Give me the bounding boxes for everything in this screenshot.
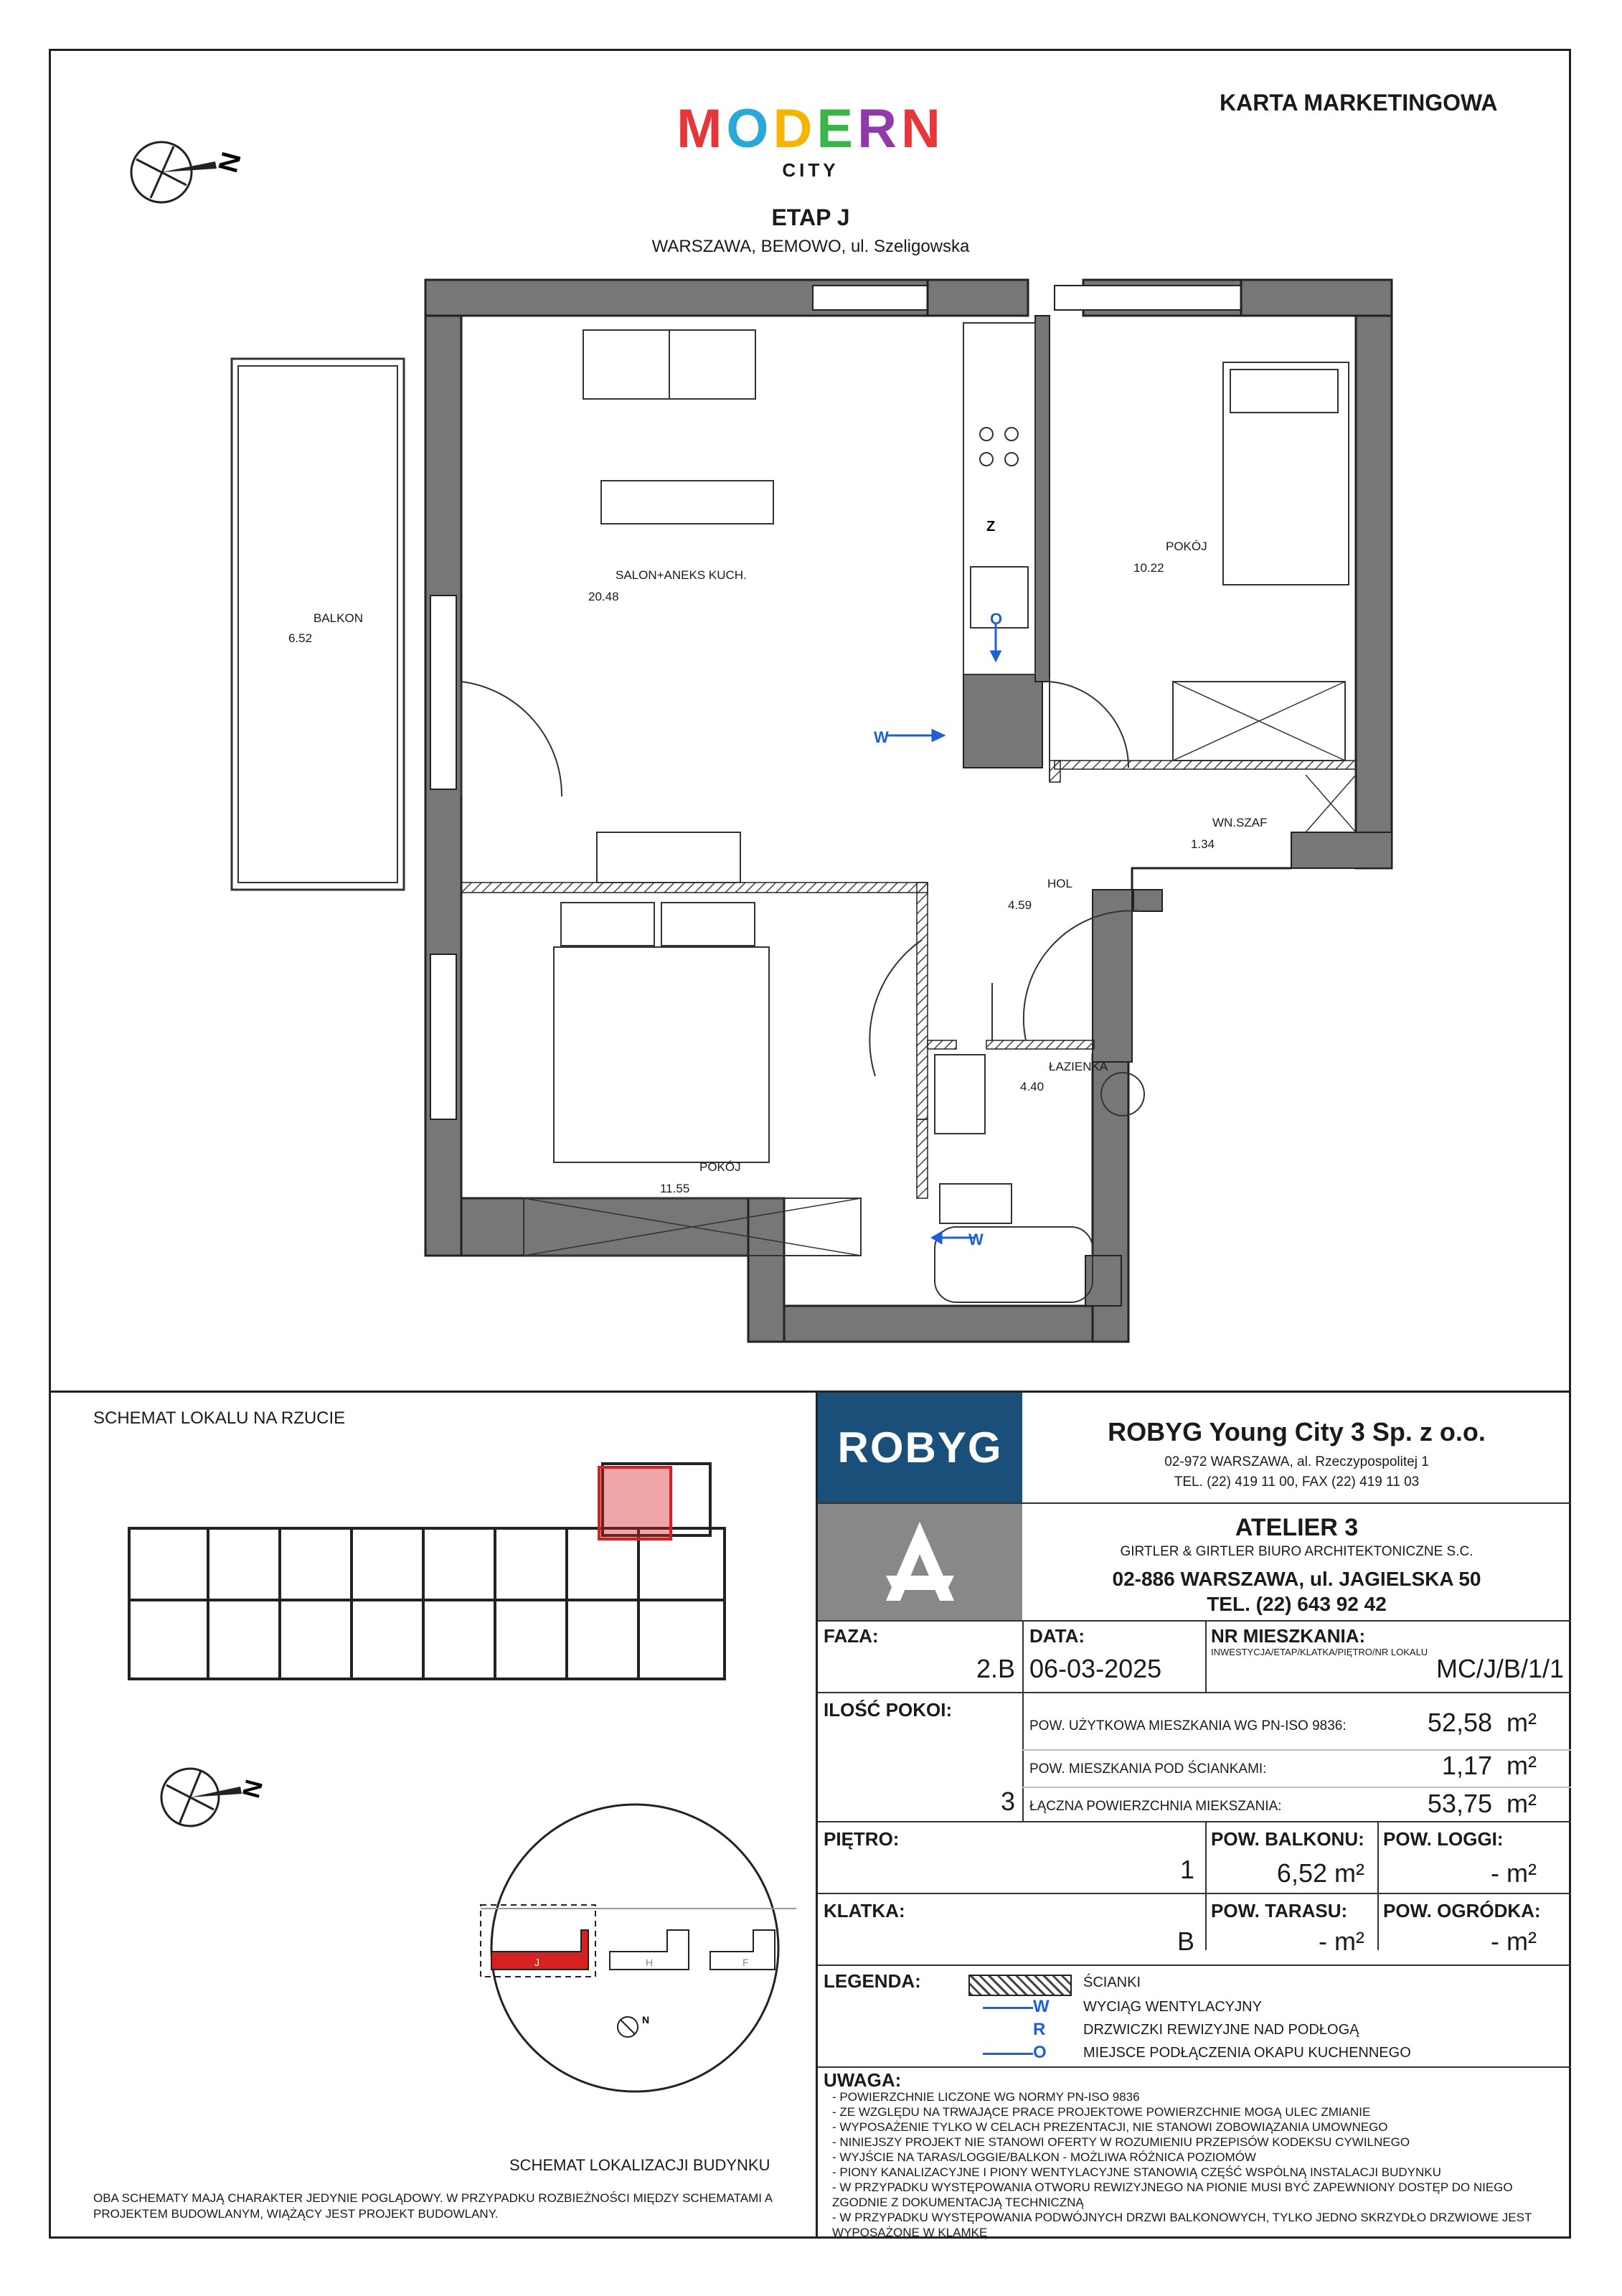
room-balkon-area: 6.52 [288,631,313,645]
taras-label: POW. TARASU: [1211,1900,1348,1921]
room-wnszaf-name: WN.SZAF [1212,816,1268,829]
legend-sym-r: R [1033,2020,1046,2039]
stage-title: ETAP J [771,204,850,230]
schema-disclaimer: OBA SCHEMATY MAJĄ CHARAKTER JEDYNIE POGLĄDOWY. W PRZYPADKU ROZBIEŻNOŚCI MIĘDZY SCHEMATAMI A PROJEKTEM BUDOWLANYM, WIĄŻĄCY JEST PROJEKT BUDOWLANY. [93,2191,773,2221]
svg-text:J: J [534,1957,539,1968]
room-hol-area: 4.59 [1008,898,1032,912]
hood-o: O [990,610,1003,628]
unit-3: m² [1507,1789,1537,1818]
balkon-value: 6,52 [1276,1858,1327,1888]
pow-sciank-value: 1,17 [1441,1751,1492,1780]
notes-title: UWAGA: [824,2069,902,2091]
location: WARSZAWA, BEMOWO, ul. Szeligowska [651,237,970,256]
balkon-label: POW. BALKONU: [1211,1828,1364,1850]
pokoi-label: ILOŚĆ POKOI: [824,1699,953,1721]
unit-2: m² [1507,1751,1537,1780]
north-arrow-icon [122,129,258,215]
legend-item-2: WYCIĄG WENTYLACYJNY [1083,1999,1262,2015]
unit-7: m² [1507,1926,1537,1956]
ogrodek-value: - [1491,1926,1499,1956]
note-item: - PIONY KANALIZACYJNE I PIONY WENTYLACYJNE STANOWIĄ CZĘŚĆ WSPÓLNĄ INSTALACJI BUDYNKU [832,2165,1441,2179]
floor-schema [122,1457,732,1715]
note-item: - ZE WZGLĘDU NA TRWAJĄCE PRACE PROJEKTOWE POWIERZCHNIE MOGĄ ULEC ZMIANIE [832,2105,1371,2119]
svg-text:N: N [642,2014,650,2026]
ogrodek-label: POW. OGRÓDKA: [1383,1900,1541,1921]
robyg-logo: ROBYG [818,1393,1022,1502]
room-pokoj1-name: POKÓJ [1166,540,1207,553]
pokoi-value: 3 [1000,1787,1015,1816]
klatka-label: KLATKA: [824,1900,905,1921]
legend-item-1: ŚCIANKI [1083,1975,1141,1990]
modern-city-logo: MODERN [676,98,945,159]
company-address: 02-972 WARSZAWA, al. Rzeczypospolitej 1 [1164,1454,1429,1469]
note-item: - NINIEJSZY PROJEKT NIE STANOWI OFERTY W ROZUMIENIU PRZEPISÓW KODEKSU CYWILNEGO [832,2135,1410,2149]
pow-sciank-label: POW. MIESZKANIA POD ŚCIANKAMI: [1029,1761,1267,1777]
room-pokoj2-area: 11.55 [660,1182,690,1195]
taras-value: - [1319,1926,1327,1956]
data-value: 06-03-2025 [1029,1654,1162,1683]
kitchen-z: Z [986,519,996,535]
pietro-value: 1 [1179,1855,1194,1884]
unit-1: m² [1507,1708,1537,1737]
card-title: KARTA MARKETINGOWA [1220,90,1498,116]
notes-list [832,2089,1550,2240]
svg-text:H: H [646,1957,654,1968]
room-salon-area: 20.48 [588,590,619,603]
data-label: DATA: [1029,1625,1085,1647]
room-salon-name: SALON+ANEKS KUCH. [616,568,747,582]
room-balkon-name: BALKON [313,611,363,625]
room-hol-name: HOL [1047,877,1072,890]
room-pokoj1-area: 10.22 [1133,561,1164,575]
architect-subtitle: GIRTLER & GIRTLER BIURO ARCHITEKTONICZNE S.C. [1120,1544,1474,1559]
atelier-logo-icon [818,1504,1022,1620]
room-wnszaf-area: 1.34 [1191,837,1215,851]
note-item: - WYPOSAŻENIE TYLKO W CELACH PREZENTACJI, NIE STANOWI ZOBOWIĄZANIA UMOWNEGO [832,2120,1388,2134]
double-bed [554,947,769,1162]
note-item: - WYJŚCIE NA TARAS/LOGGIE/BALKON - MOŻLIWA RÓŻNICA POZIOMÓW [832,2150,1256,2164]
faza-label: FAZA: [824,1625,879,1647]
pietro-label: PIĘTRO: [824,1828,900,1850]
faza-value: 2.B [976,1654,1015,1683]
klatka-value: B [1177,1926,1194,1956]
legend-hatch-icon [968,1975,1072,1996]
room-pokoj2-name: POKÓJ [699,1160,741,1174]
north-arrow-icon [151,1758,273,1837]
architect-address: 02-886 WARSZAWA, ul. JAGIELSKA 50 [1112,1568,1481,1590]
legend-item-4: MIEJSCE PODŁĄCZENIA OKAPU KUCHENNEGO [1083,2045,1411,2061]
room-lazienka-area: 4.40 [1020,1080,1045,1093]
room-lazienka-name: ŁAZIENKA [1049,1060,1108,1073]
compass-n: N [213,149,247,177]
building-schema [473,1787,803,2117]
legend-item-3: DRZWICZKI REWIZYJNE NAD PODŁOGĄ [1083,2022,1359,2038]
architect-name: ATELIER 3 [1235,1514,1359,1541]
unit-4: m² [1334,1858,1364,1888]
compass-n-2: N [237,1777,269,1802]
partition-wall [461,883,928,893]
legend-arrow-icon [983,2053,1033,2055]
pow-uzyt-value: 52,58 [1427,1708,1492,1737]
nr-label: NR MIESZKANIA: [1211,1625,1366,1647]
loggi-value: - [1491,1858,1499,1888]
note-item: - POWIERZCHNIE LICZONE WG NORMY PN-ISO 9836 [832,2090,1140,2104]
architect-phone: TEL. (22) 643 92 42 [1207,1593,1387,1615]
legend-sym-o: O [1033,2043,1047,2062]
company-name: ROBYG Young City 3 Sp. z o.o. [1108,1417,1486,1446]
legend-sym-w: W [1033,1997,1050,2016]
loggi-label: POW. LOGGI: [1383,1828,1504,1850]
floor-schema-title: SCHEMAT LOKALU NA RZUCIE [93,1408,346,1428]
pow-uzyt-label: POW. UŻYTKOWA MIESZKANIA WG PN-ISO 9836: [1029,1718,1347,1733]
shaft-kitchen [963,674,1042,768]
single-bed [1223,362,1349,585]
nr-value: MC/J/B/1/1 [1435,1654,1564,1683]
toilet [940,1184,1012,1223]
note-item: - W PRZYPADKU WYSTĘPOWANIA OTWORU REWIZYJNEGO NA PIONIE MUSI BYĆ ZAPEWNIONY DOSTĘP DO NIEGO ZGODNIE Z DOKUMENTACJĄ TECHNICZNĄ [832,2180,1513,2209]
logo-city: CITY [782,159,839,181]
pow-laczna-label: ŁĄCZNA POWIERZCHNIA MIEKSZANIA: [1029,1799,1282,1814]
unit-highlight [599,1467,671,1539]
building-schema-title: SCHEMAT LOKALIZACJI BUDYNKU [509,2156,770,2174]
note-item: - W PRZYPADKU WYSTĘPOWANIA PODWÓJNYCH DRZWI BALKONOWYCH, TYLKO JEDNO SKRZYDŁO DRZWIOWE JEST WYPOSAŻONE W KLAMKĘ [832,2211,1532,2239]
nr-sub: INWESTYCJA/ETAP/KLATKA/PIĘTRO/NR LOKALU [1211,1647,1428,1657]
vent-w-1: W [874,728,889,746]
unit-5: m² [1507,1858,1537,1888]
legend-title: LEGENDA: [824,1970,921,1992]
company-phone: TEL. (22) 419 11 00, FAX (22) 419 11 03 [1174,1474,1420,1490]
svg-text:F: F [742,1957,749,1968]
vent-w-2: W [968,1231,984,1248]
legend-arrow-icon [983,2007,1033,2009]
building-j [491,1930,588,1970]
pow-laczna-value: 53,75 [1427,1789,1492,1818]
unit-6: m² [1334,1926,1364,1956]
